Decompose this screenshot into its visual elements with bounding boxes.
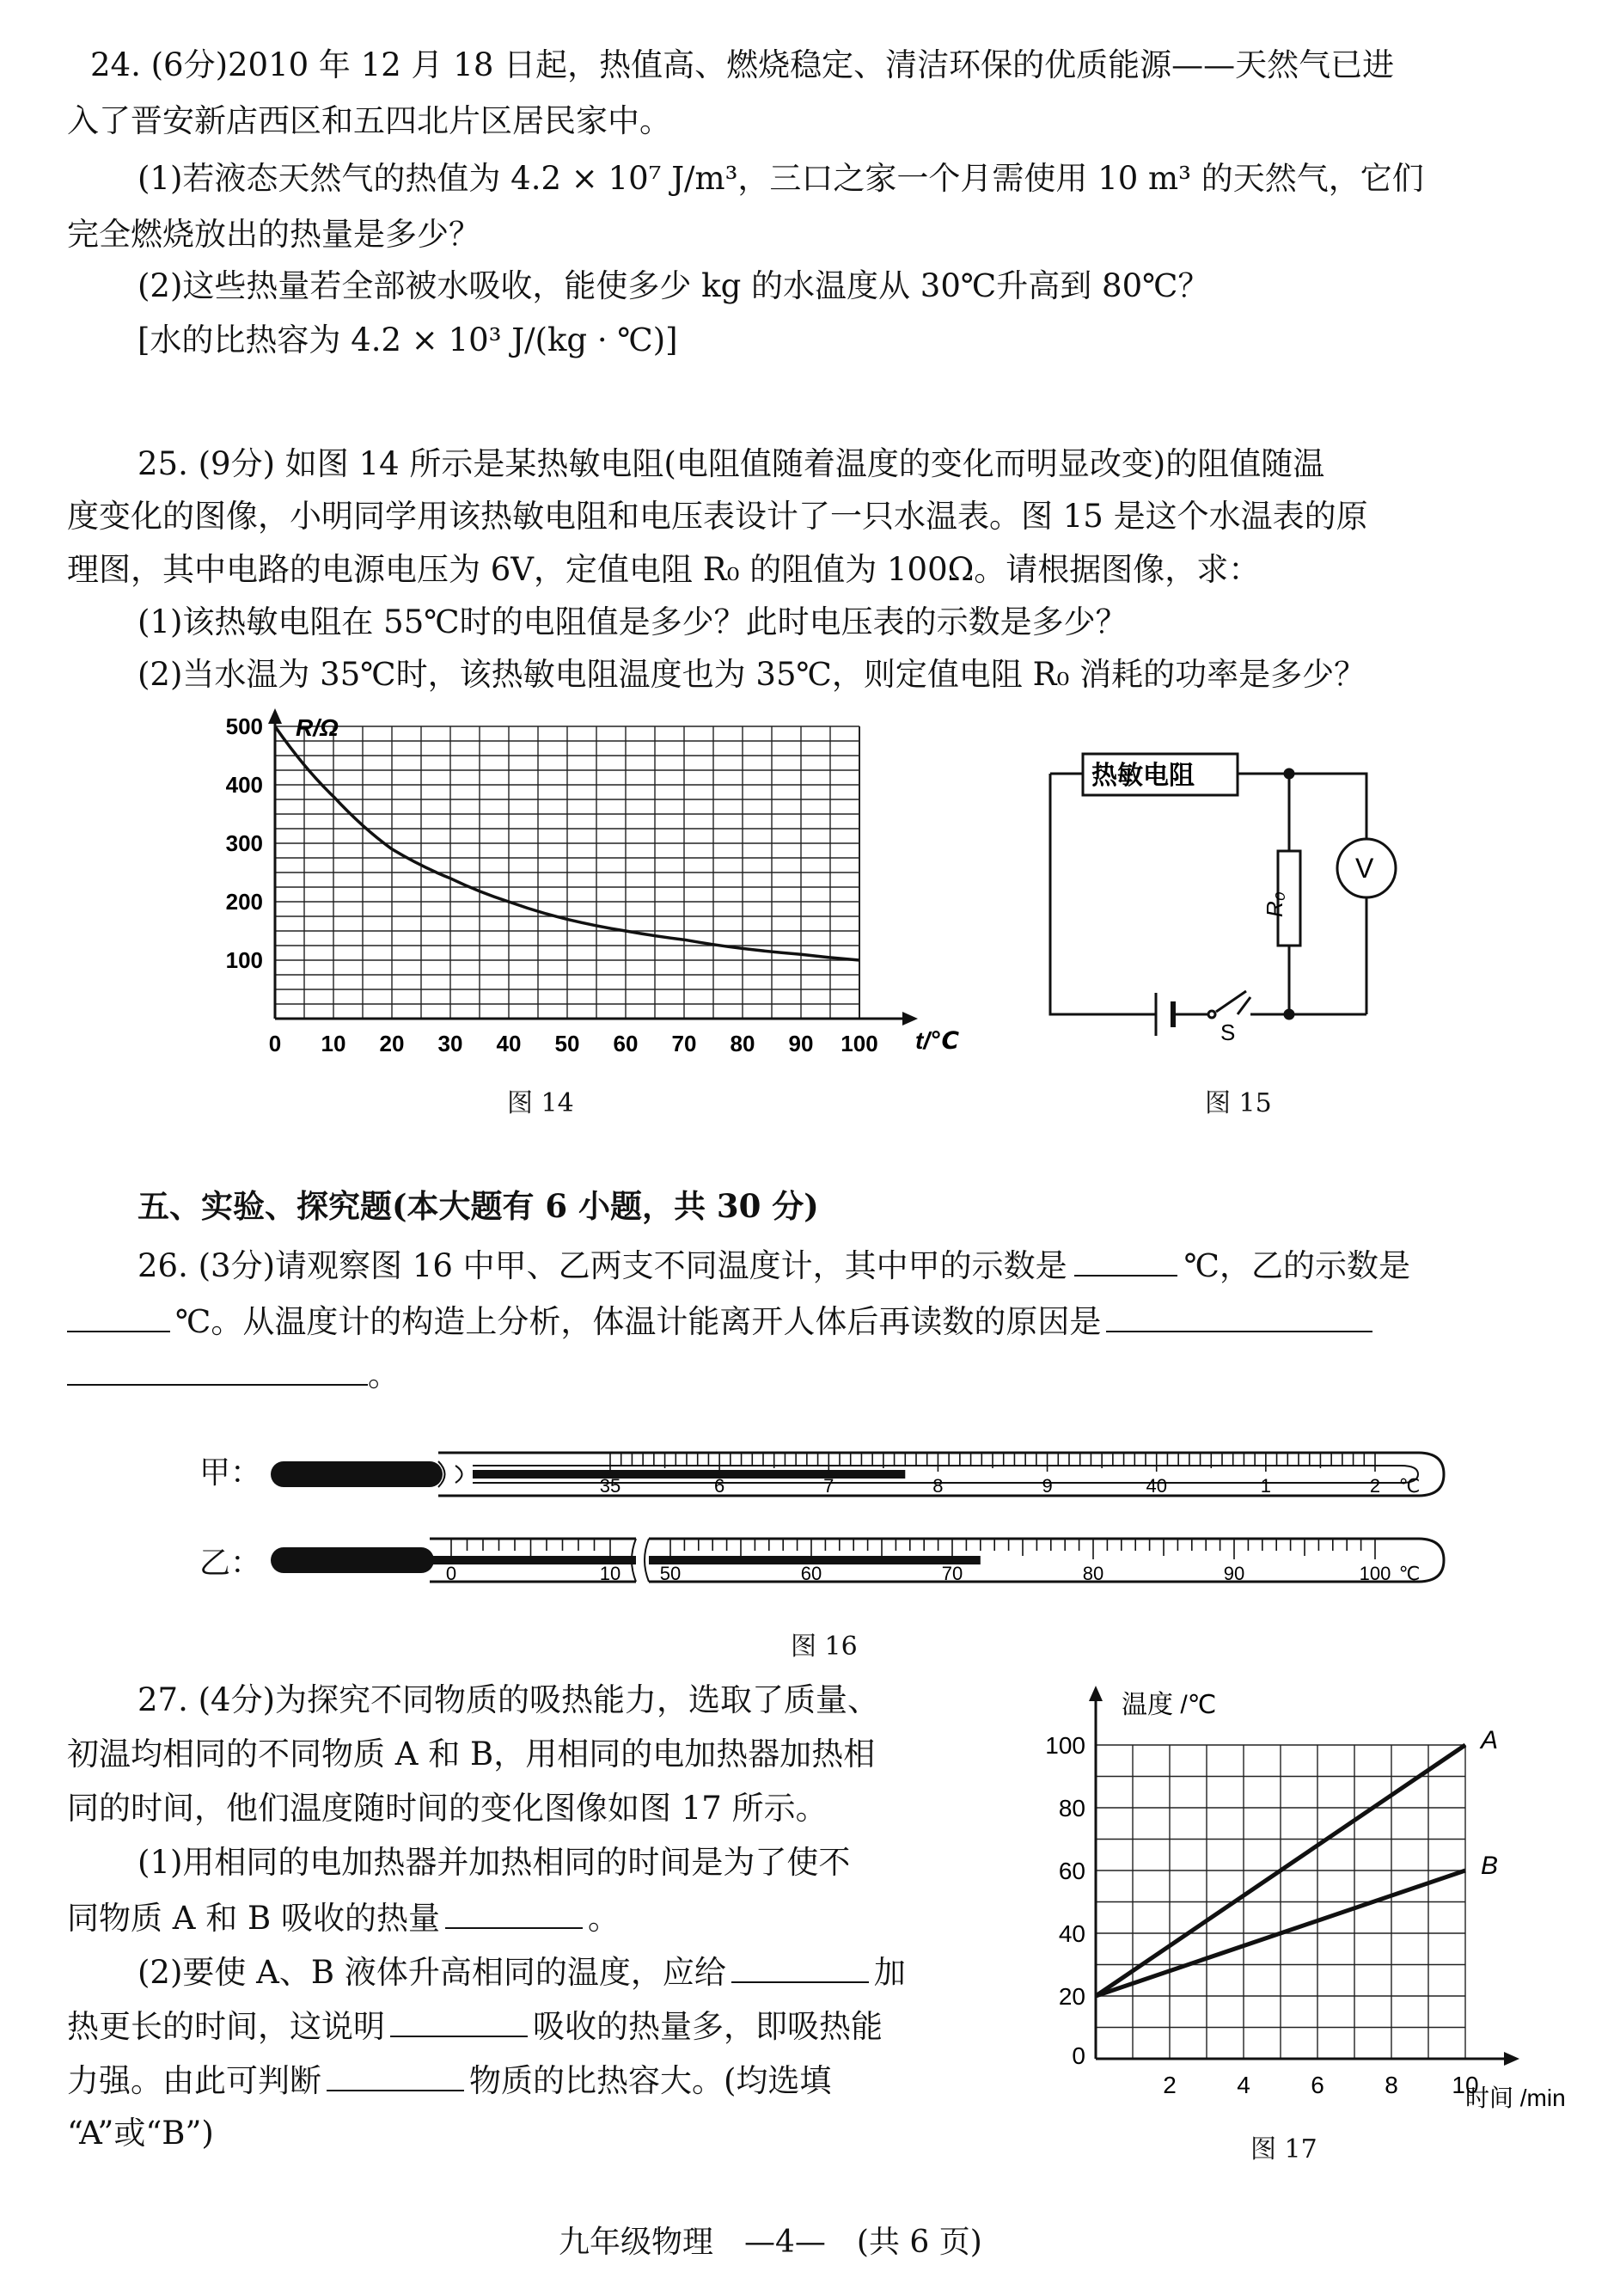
y-tick-label: 200 [225, 889, 263, 915]
x-tick-label: 50 [554, 1031, 580, 1056]
q27-text: 物质的比热容大。(均选填 [469, 2062, 832, 2099]
q26-answer-blank-yi[interactable] [67, 1296, 170, 1332]
y-tick-label: 20 [1058, 1983, 1085, 2010]
x-tick-label: 0 [268, 1031, 282, 1056]
x-tick-label: 60 [613, 1031, 639, 1056]
y-axis-label: 温度 /℃ [1122, 1691, 1217, 1719]
q25-line4: (1)该热敏电阻在 55℃时的电阻值是多少？此时电压表的示数是多少？ [138, 603, 1128, 640]
figure-15-circuit [1040, 735, 1409, 1045]
voltmeter-label: V [1355, 853, 1374, 884]
q27-answer-blank-4[interactable] [327, 2055, 464, 2091]
q27-line4: (1)用相同的电加热器并加热相同的时间是为了使不 [138, 1844, 851, 1881]
thermometer-jia-label: 甲： [199, 1455, 262, 1491]
q26-text-c: ℃。从温度计的构造上分析，体温计能离开人体后再读数的原因是 [175, 1303, 1102, 1340]
x-tick-label: 6 [1311, 2072, 1324, 2098]
q24-line6: [水的比热容为 4.2 × 10³ J/(kg · ℃)] [138, 321, 678, 358]
scale-label: 6 [714, 1475, 725, 1497]
figure-17-chart [1036, 1681, 1577, 2111]
scale-label: 10 [599, 1563, 621, 1584]
q27-line9: “A”或“B”) [67, 2115, 214, 2152]
x-tick-label: 4 [1237, 2072, 1250, 2098]
y-tick-label: 500 [225, 713, 263, 739]
x-axis-label: t/℃ [915, 1027, 960, 1054]
x-tick-label: 90 [788, 1031, 814, 1056]
section-5-title: 五、实验、探究题(本大题有 6 小题，共 30 分) [138, 1187, 819, 1225]
y-tick-label: 400 [225, 772, 263, 798]
scale-label: 40 [1146, 1475, 1167, 1497]
scale-label: 8 [932, 1475, 944, 1497]
y-axis-label: R/Ω [296, 714, 339, 741]
q24-line5: (2)这些热量若全部被水吸收，能使多少 kg 的水温度从 30℃升高到 80℃？ [138, 267, 1210, 304]
y-tick-label: 60 [1058, 1858, 1085, 1884]
q25-line2: 度变化的图像，小明同学用该热敏电阻和电压表设计了一只水温表。图 15 是这个水温表的原 [67, 498, 1368, 535]
q24-line1: 24. (6分)2010 年 12 月 18 日起，热值高、燃烧稳定、清洁环保的优质能源——天然气已进 [90, 46, 1395, 83]
q25-line5: (2)当水温为 35℃时，该热敏电阻温度也为 35℃，则定值电阻 R₀ 消耗的功率是多少？ [138, 656, 1366, 693]
scale-label: 80 [1082, 1563, 1104, 1584]
q27-line5 [67, 1893, 620, 1943]
scale-label: 50 [659, 1563, 682, 1584]
x-tick-label: 80 [730, 1031, 755, 1056]
q27-text: 力强。由此可判断 [67, 2062, 321, 2099]
x-tick-label: 100 [841, 1031, 878, 1056]
q27-text: 。 [587, 1900, 620, 1937]
q27-line8 [67, 2055, 831, 2105]
q27-text: 同物质 A 和 B 吸收的热量 [67, 1900, 440, 1937]
q26-text-end: 。 [368, 1356, 400, 1393]
figure-16-thermometers [266, 1427, 1452, 1616]
x-tick-label: 40 [496, 1031, 522, 1056]
q26-line3 [67, 1350, 400, 1399]
thermometer-yi-bulb [271, 1547, 434, 1573]
scale-label: 100 [1359, 1563, 1391, 1584]
page-footer: 九年级物理 —4— (共 6 页) [559, 2225, 982, 2260]
chart-ticks [226, 713, 878, 1056]
scale-label: 7 [823, 1475, 834, 1497]
origin-label: 0 [1072, 2042, 1085, 2069]
scale-label: 1 [1260, 1475, 1271, 1497]
y-tick-label: 40 [1058, 1920, 1085, 1947]
chart-grid [275, 726, 859, 1019]
q27-answer-blank-3[interactable] [390, 2001, 528, 2037]
circuit-wire [1050, 774, 1366, 1014]
q27-answer-blank-2[interactable] [731, 1947, 869, 1983]
figure-15-caption: 图 15 [1205, 1088, 1272, 1118]
q24-line4: 完全燃烧放出的热量是多少？ [67, 216, 480, 253]
q25-line3: 理图，其中电路的电源电压为 6V，定值电阻 R₀ 的阻值为 100Ω。请根据图像，求： [67, 551, 1261, 588]
q27-text: 吸收的热量多，即吸热能 [533, 2008, 883, 2045]
scale-label: 90 [1223, 1563, 1245, 1584]
thermometer-yi [271, 1539, 1444, 1584]
thermometer-jia [271, 1453, 1444, 1497]
q26-text-a: 26. (3分)请观察图 16 中甲、乙两支不同温度计，其中甲的示数是 [138, 1247, 1067, 1284]
x-tick-label: 8 [1385, 2072, 1398, 2098]
scale-label: ℃ [1398, 1563, 1421, 1584]
x-tick-label: 10 [1452, 2072, 1479, 2098]
figure-17-caption: 图 17 [1250, 2134, 1317, 2164]
x-tick-label: 20 [379, 1031, 405, 1056]
y-tick-label: 300 [225, 830, 263, 856]
thermometer-jia-bulb [271, 1461, 443, 1487]
q26-line2 [67, 1296, 1372, 1346]
scale-label: ℃ [1398, 1475, 1421, 1497]
q27-text: 热更长的时间，这说明 [67, 2008, 385, 2045]
q27-answer-blank-1[interactable] [445, 1893, 583, 1929]
figure-14-caption: 图 14 [507, 1088, 574, 1118]
q24-line3: (1)若液态天然气的热值为 4.2 × 10⁷ J/m³，三口之家一个月需使用 10 m³ 的天然气，它们 [138, 160, 1424, 197]
y-tick-label: 100 [1045, 1732, 1085, 1759]
thermistor-label: 热敏电阻 [1091, 762, 1195, 790]
q26-answer-blank-jia[interactable] [1074, 1240, 1177, 1277]
y-tick-label: 80 [1058, 1795, 1085, 1821]
q26-answer-blank-reason-cont[interactable] [67, 1350, 368, 1386]
q27-line1: 27. (4分)为探究不同物质的吸热能力，选取了质量、 [138, 1681, 880, 1718]
q27-line6 [138, 1947, 906, 1997]
x-axis-label: 时间 /min [1465, 2085, 1566, 2111]
switch-label: S [1220, 1019, 1236, 1045]
chart-grid [1096, 1745, 1465, 2059]
y-axis-arrow [268, 708, 282, 724]
x-tick-label: 70 [671, 1031, 697, 1056]
q27-text: (2)要使 A、B 液体升高相同的温度，应给 [138, 1954, 726, 1991]
r0-label: R₀ [1262, 891, 1287, 917]
x-tick-label: 10 [321, 1031, 346, 1056]
thermometer-jia-scale [600, 1453, 1421, 1497]
x-tick-label: 30 [437, 1031, 463, 1056]
figure-14-chart [206, 705, 963, 1066]
thermometer-jia-mercury [473, 1470, 905, 1479]
q26-answer-blank-reason[interactable] [1106, 1296, 1372, 1332]
x-axis-arrow [902, 1012, 918, 1026]
q27-line7 [67, 2001, 883, 2051]
q25-line1: 25. (9分) 如图 14 所示是某热敏电阻(电阻值随着温度的变化而明显改变)的阻值随温 [138, 445, 1325, 482]
y-axis-arrow [1089, 1686, 1103, 1701]
series-label-B: B [1481, 1852, 1499, 1880]
q24-line2: 入了晋安新店西区和五四北片区居民家中。 [67, 102, 671, 139]
junction-dot [1285, 1010, 1293, 1019]
junction-dot [1285, 769, 1293, 778]
scale-label: 2 [1369, 1475, 1381, 1497]
switch-contact [1208, 1011, 1215, 1018]
figure-16-caption: 图 16 [791, 1632, 858, 1662]
thermometer-yi-label: 乙： [199, 1546, 262, 1581]
scale-label: 9 [1042, 1475, 1053, 1497]
chart-ticks [1045, 1732, 1478, 2098]
chart-series [1096, 1726, 1498, 1996]
q27-text: 加 [873, 1954, 906, 1991]
scale-label: 35 [599, 1475, 621, 1497]
x-axis-arrow [1504, 2052, 1519, 2066]
y-tick-label: 100 [225, 947, 263, 973]
scale-label: 70 [941, 1563, 963, 1584]
series-label-A: A [1481, 1726, 1499, 1754]
q27-line2: 初温均相同的不同物质 A 和 B，用相同的电加热器加热相 [67, 1736, 876, 1773]
scale-label: 0 [445, 1563, 457, 1584]
q27-line3: 同的时间，他们温度随时间的变化图像如图 17 所示。 [67, 1790, 828, 1827]
scale-label: 60 [800, 1563, 822, 1584]
q26-line1 [138, 1240, 1410, 1290]
x-tick-label: 2 [1163, 2072, 1177, 2098]
q26-text-b: ℃，乙的示数是 [1183, 1247, 1411, 1284]
